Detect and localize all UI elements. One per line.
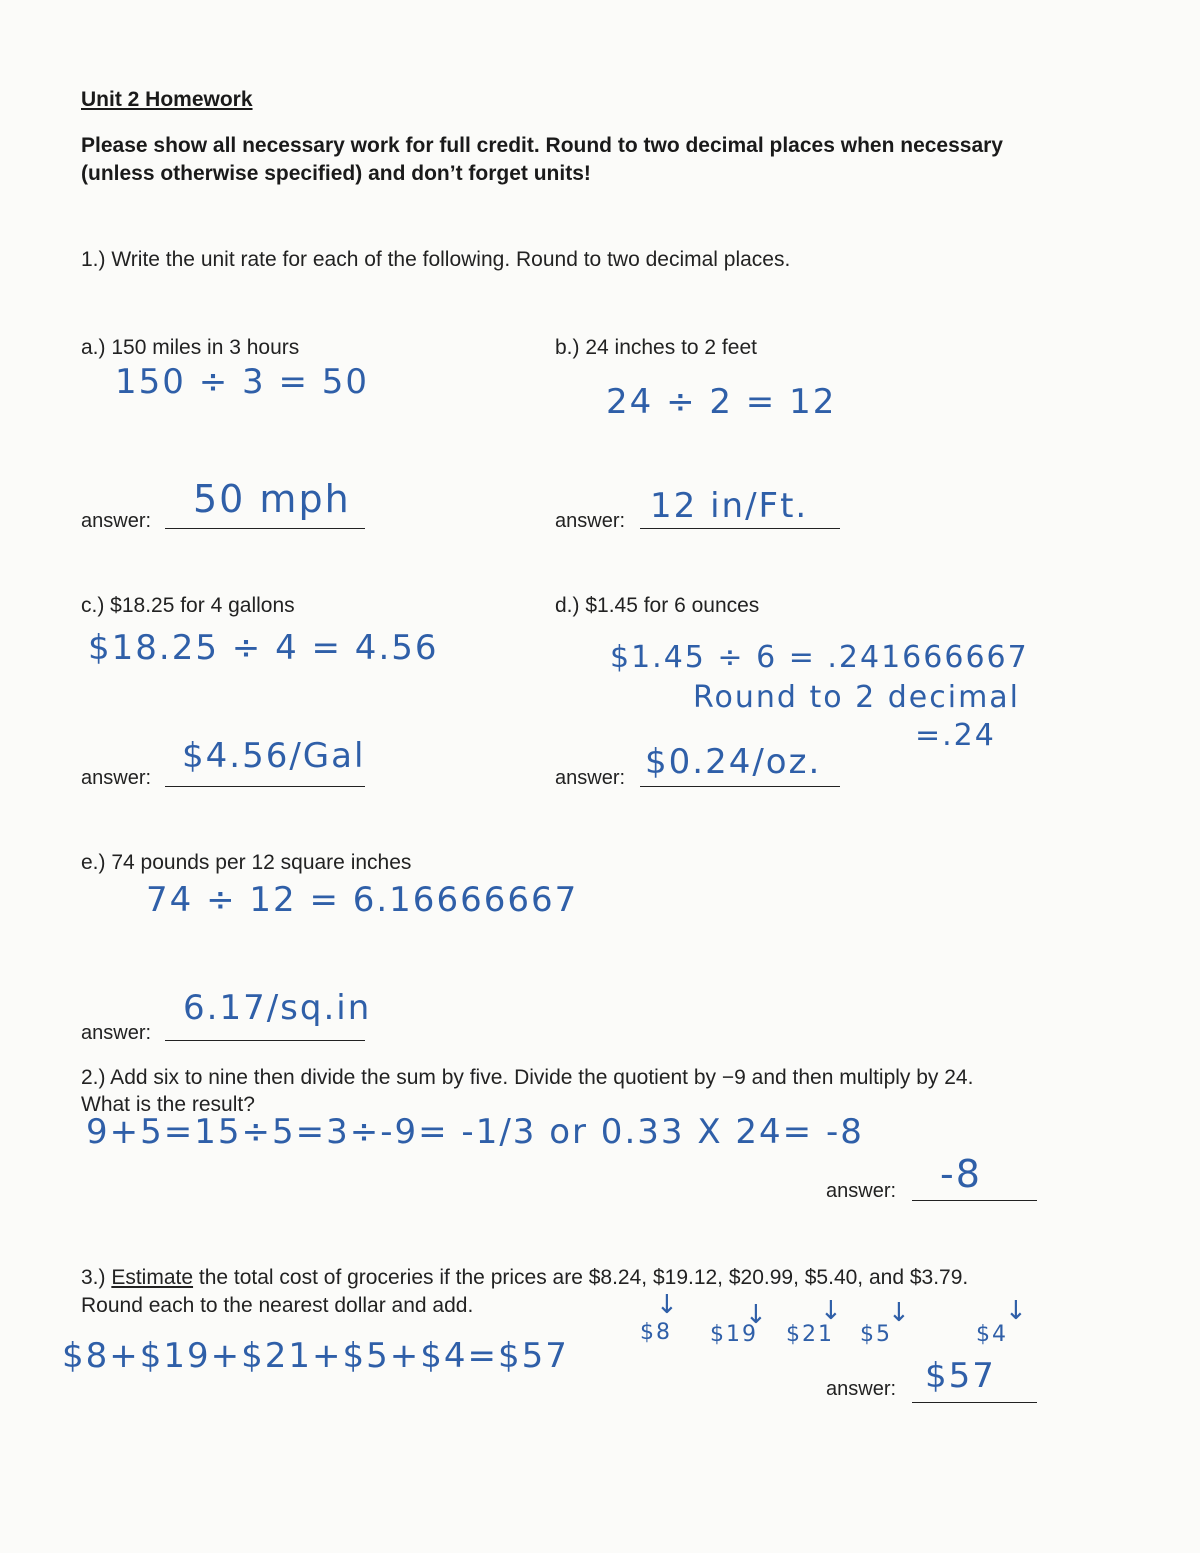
q3-work: $8+$19+$21+$5+$4=$57 (62, 1336, 569, 1376)
q1a-work: 150 ÷ 3 = 50 (115, 362, 369, 402)
q3-prompt-estimate: Estimate (111, 1266, 194, 1289)
q1a-answer[interactable]: 50 mph (193, 477, 351, 521)
q1c-work: $18.25 ÷ 4 = 4.56 (88, 628, 439, 668)
q2-answer-label: answer: (826, 1180, 897, 1202)
q3-rounded-4: $5 (860, 1322, 892, 1347)
q1d-answer[interactable]: $0.24/oz. (645, 742, 822, 782)
q2-prompt-line-2: What is the result? (81, 1093, 255, 1116)
q3-prompt-line-2: Round each to the nearest dollar and add. (81, 1294, 474, 1317)
q1b-prompt: b.) 24 inches to 2 feet (555, 336, 757, 359)
q1b-answer-line (640, 528, 840, 529)
q3-rounded-5: $4 (976, 1322, 1008, 1347)
q1d-work-line-2: Round to 2 decimal (693, 680, 1021, 715)
q1c-prompt: c.) $18.25 for 4 gallons (81, 594, 295, 617)
q1d-work-line-3: =.24 (915, 718, 996, 753)
q1c-answer-label: answer: (81, 767, 152, 789)
q2-work: 9+5=15÷5=3÷-9= -1/3 or 0.33 X 24= -8 (86, 1112, 864, 1152)
arrow-down-icon: ↓ (1005, 1296, 1027, 1326)
q1e-answer-line (165, 1040, 365, 1041)
q1b-work: 24 ÷ 2 = 12 (606, 382, 837, 422)
arrow-down-icon: ↓ (888, 1298, 910, 1328)
instructions-line-1: Please show all necessary work for full credit. Round to two decimal places when necessary (81, 134, 1003, 157)
q3-prompt-line-1 (81, 1266, 968, 1290)
q3-answer-line (912, 1402, 1037, 1403)
q2-prompt-line-1: 2.) Add six to nine then divide the sum by five. Divide the quotient by −9 and then multiply by 24. (81, 1066, 974, 1089)
q1b-answer[interactable]: 12 in/Ft. (650, 486, 809, 526)
arrow-down-icon: ↓ (745, 1300, 767, 1330)
q1d-work-line-1: $1.45 ÷ 6 = .241666667 (610, 640, 1029, 675)
q3-prompt-rest: the total cost of groceries if the prices are $8.24, $19.12, $20.99, $5.40, and $3.79. (193, 1266, 969, 1289)
q1a-answer-line (165, 528, 365, 529)
instructions-line-2: (unless otherwise specified) and don’t forget units! (81, 162, 591, 185)
arrow-down-icon: ↓ (656, 1290, 678, 1320)
q1b-answer-label: answer: (555, 510, 626, 532)
q1d-answer-line (640, 786, 840, 787)
q3-rounded-3: $21 (786, 1322, 834, 1347)
q1c-answer[interactable]: $4.56/Gal (182, 736, 366, 776)
q3-rounded-1: $8 (640, 1320, 672, 1345)
q1e-work: 74 ÷ 12 = 6.16666667 (146, 880, 579, 920)
q1e-prompt: e.) 74 pounds per 12 square inches (81, 851, 412, 874)
arrow-down-icon: ↓ (820, 1296, 842, 1326)
q1a-answer-label: answer: (81, 510, 152, 532)
q1e-answer-label: answer: (81, 1022, 152, 1044)
q3-answer-label: answer: (826, 1378, 897, 1400)
q1e-answer[interactable]: 6.17/sq.in (183, 988, 372, 1028)
q2-answer-line (912, 1200, 1037, 1201)
q2-answer[interactable]: -8 (940, 1152, 982, 1196)
q3-rounded-2: $19 (710, 1322, 758, 1347)
q3-answer[interactable]: $57 (925, 1356, 996, 1396)
q3-prompt-number: 3.) (81, 1266, 112, 1289)
page-title: Unit 2 Homework (81, 88, 253, 111)
q1a-prompt: a.) 150 miles in 3 hours (81, 336, 300, 359)
q1d-answer-label: answer: (555, 767, 626, 789)
q1-prompt: 1.) Write the unit rate for each of the following. Round to two decimal places. (81, 248, 791, 271)
q1d-prompt: d.) $1.45 for 6 ounces (555, 594, 760, 617)
q1c-answer-line (165, 786, 365, 787)
